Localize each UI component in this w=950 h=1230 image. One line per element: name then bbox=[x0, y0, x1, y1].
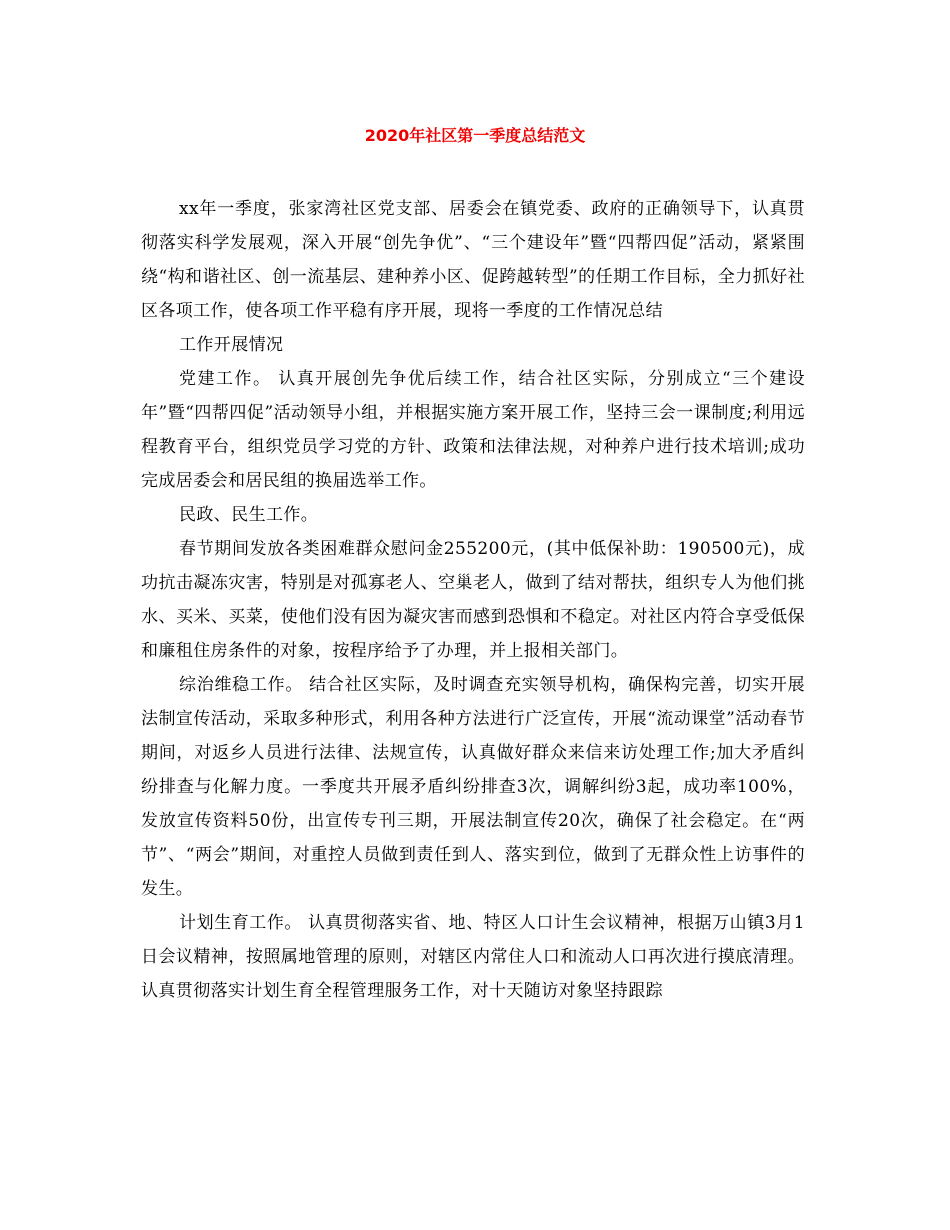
paragraph-intro: xx年一季度，张家湾社区党支部、居委会在镇党委、政府的正确领导下，认真贯彻落实科学发展观，深入开展“创先争优”、“三个建设年”暨“四帮四促”活动，紧紧围绕“构和谐社区、创一流基层、建种养小区、促跨越转型”的任期工作目标，全力抓好社区各项工作，使各项工作平稳有序开展，现将一季度的工作情况总结 bbox=[141, 199, 805, 321]
paragraph-public-security: 综治维稳工作。 结合社区实际，及时调查充实领导机构，确保构完善，切实开展法制宣传活动，采取多种形式，利用各种方法进行广泛宣传，开展“流动课堂”活动春节期间，对返乡人员进行法律、法规宣传，认真做好群众来信来访处理工作;加大矛盾纠纷排查与化解力度。一季度共开展矛盾纠纷排查3次，调解纠纷3起，成功率100%，发放宣传资料50份，出宣传专刊三期，开展法制宣传20次，确保了社会稳定。在“两节”、“两会”期间，对重控人员做到责任到人、落实到位，做到了无群众性上访事件的发生。 bbox=[141, 675, 805, 899]
section-heading-civil-affairs: 民政、民生工作。 bbox=[179, 505, 319, 525]
paragraph-family-planning: 计划生育工作。 认真贯彻落实省、地、特区人口计生会议精神，根据万山镇3月1日会议精神，按照属地管理的原则，对辖区内常住人口和流动人口再次进行摸底清理。认真贯彻落实计划生育全程管理服务工作，对十天随访对象坚持跟踪 bbox=[141, 913, 805, 1001]
document-title: 2020年社区第一季度总结范文 bbox=[364, 126, 586, 145]
document-body bbox=[141, 192, 805, 1008]
paragraph-civil-affairs: 春节期间发放各类困难群众慰问金255200元，(其中低保补助：190500元)，成功抗击凝冻灾害，特别是对孤寡老人、空巢老人，做到了结对帮扶，组织专人为他们挑水、买米、买菜，使他们没有因为凝灾害而感到恐惧和不稳定。对社区内符合享受低保和廉租住房条件的对象，按程序给予了办理，并上报相关部门。 bbox=[141, 539, 805, 661]
paragraph-party-building: 党建工作。 认真开展创先争优后续工作，结合社区实际，分别成立“三个建设年”暨“四帮四促”活动领导小组，并根据实施方案开展工作，坚持三会一课制度;利用远程教育平台，组织党员学习党的方针、政策和法律法规，对种养户进行技术培训;成功完成居委会和居民组的换届选举工作。 bbox=[141, 369, 805, 491]
section-heading-work-overview: 工作开展情况 bbox=[179, 335, 284, 355]
